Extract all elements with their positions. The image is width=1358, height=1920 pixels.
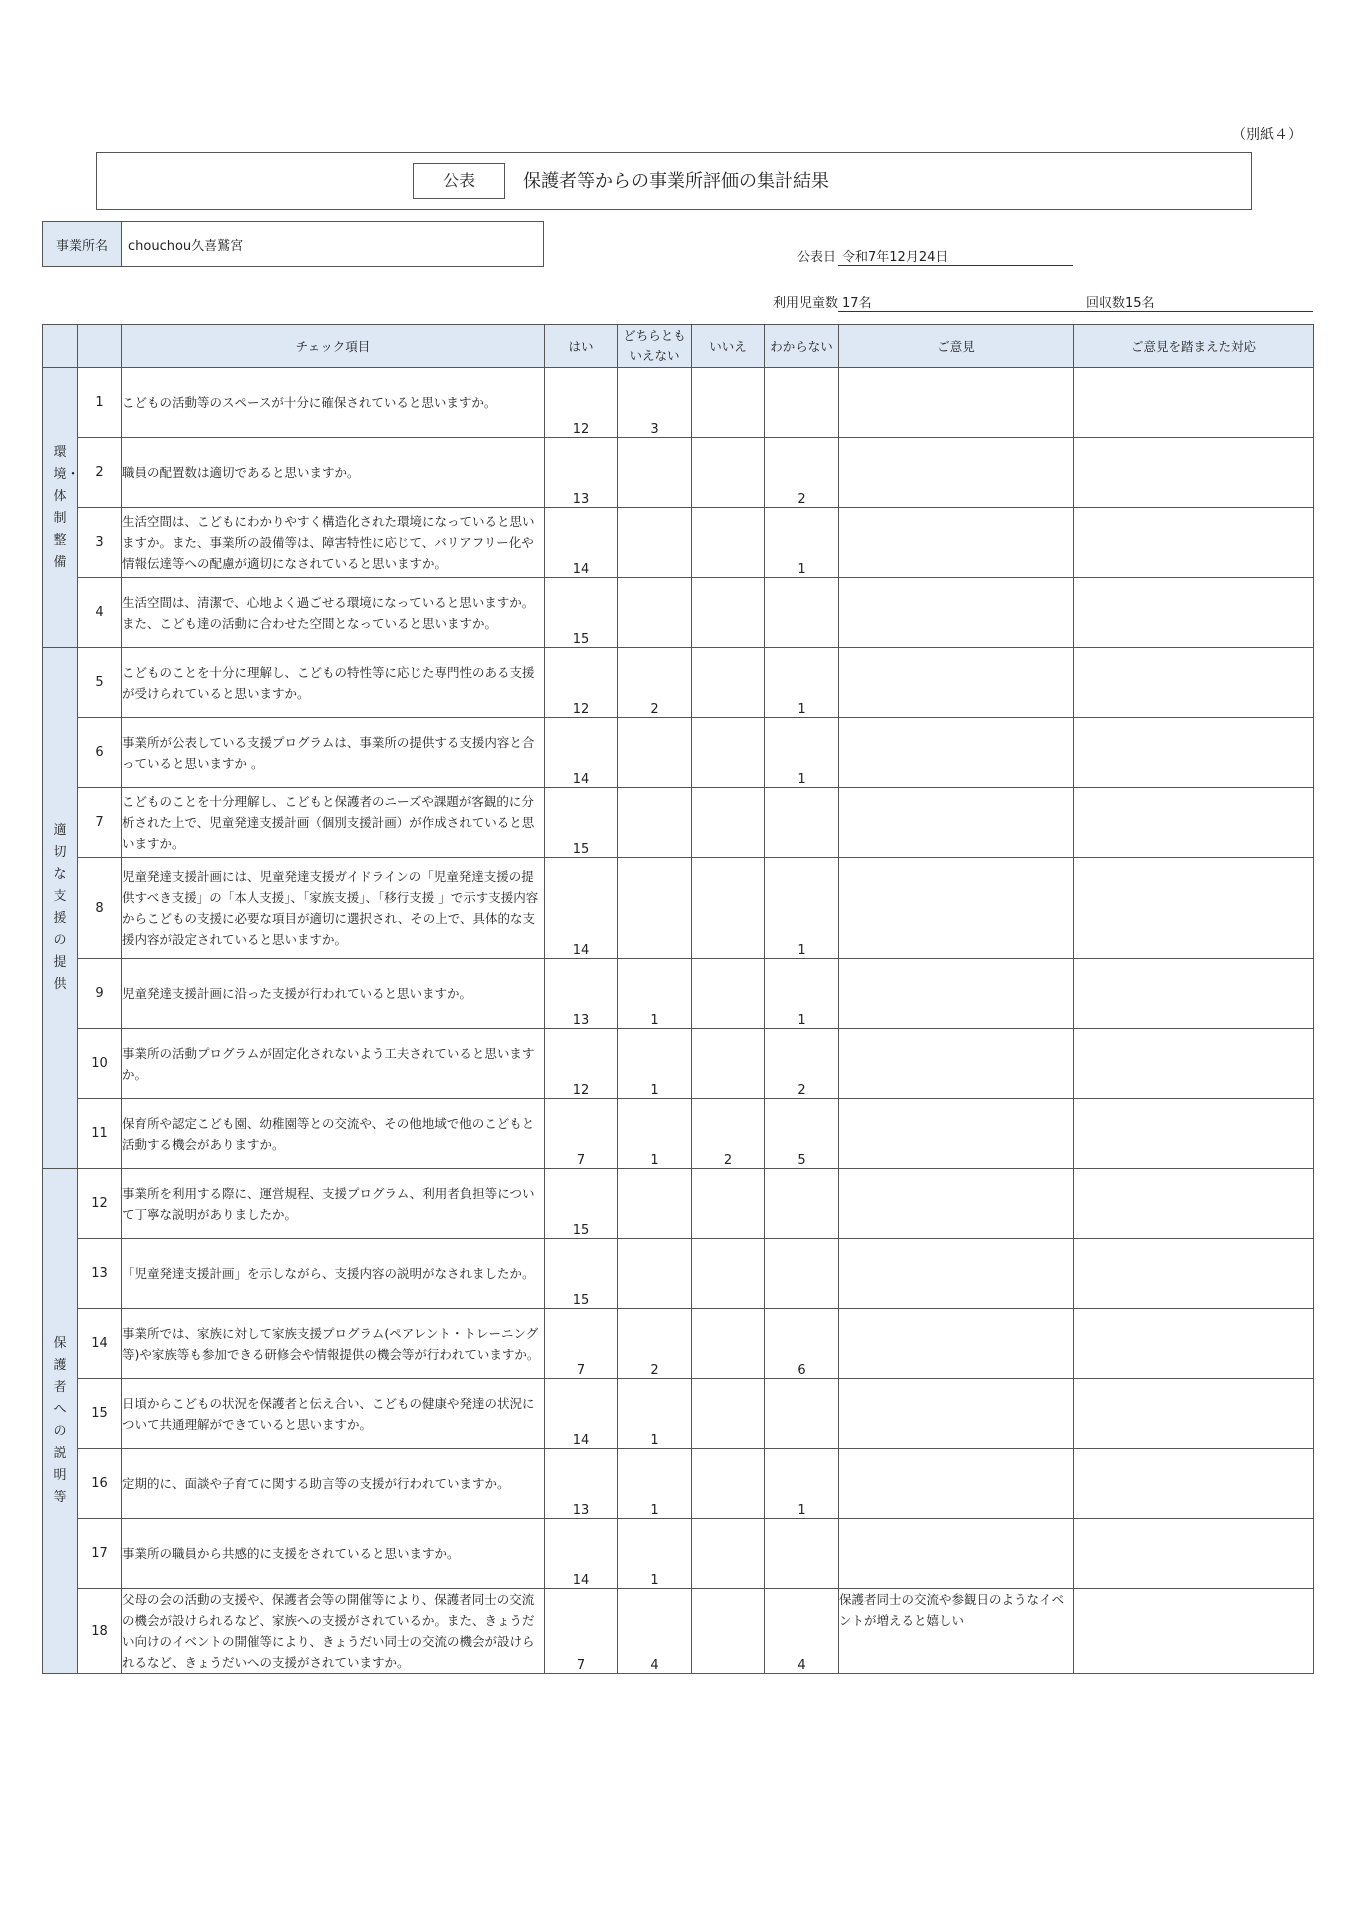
row-number: 10: [78, 1029, 122, 1099]
opinion-cell: [839, 1169, 1074, 1239]
count-unknown: [765, 788, 839, 858]
check-item: 日頃からこどもの状況を保護者と伝え合い、こどもの健康や発達の状況について共通理解ができていると思いますか。: [122, 1379, 545, 1449]
evaluation-table: [42, 324, 1314, 1674]
check-item: 定期的に、面談や子育てに関する助言等の支援が行われていますか。: [122, 1449, 545, 1519]
page-title: 保護者等からの事業所評価の集計結果: [523, 171, 829, 192]
row-number: 6: [78, 718, 122, 788]
count-yes: 13: [545, 1449, 618, 1519]
count-yes: 7: [545, 1099, 618, 1169]
response-cell: [1074, 788, 1314, 858]
count-yes: 15: [545, 1169, 618, 1239]
count-unknown: 1: [765, 648, 839, 718]
count-no: [692, 438, 765, 508]
opinion-cell: [839, 858, 1074, 959]
kohyo-label: 公表: [413, 163, 505, 199]
count-neither: 1: [618, 1449, 692, 1519]
table-row: [43, 1029, 1314, 1099]
count-neither: [618, 788, 692, 858]
row-number: 1: [78, 368, 122, 438]
count-neither: 1: [618, 959, 692, 1029]
count-no: [692, 959, 765, 1029]
count-neither: [618, 718, 692, 788]
count-no: [692, 508, 765, 578]
check-item: 父母の会の活動の支援や、保護者会等の開催等により、保護者同士の交流の機会が設けられるなど、家族への支援がされているか。また、きょうだい向けのイベントの開催等により、きょうだい同士の交流の機会が設けられるなど、きょうだいへの支援がされていますか。: [122, 1589, 545, 1674]
count-neither: 4: [618, 1589, 692, 1674]
count-unknown: [765, 1519, 839, 1589]
count-unknown: 1: [765, 508, 839, 578]
count-yes: 13: [545, 438, 618, 508]
opinion-cell: [839, 1029, 1074, 1099]
office-box: [42, 221, 544, 267]
check-item: 職員の配置数は適切であると思いますか。: [122, 438, 545, 508]
count-unknown: [765, 578, 839, 648]
count-neither: [618, 438, 692, 508]
row-number: 12: [78, 1169, 122, 1239]
response-cell: [1074, 438, 1314, 508]
table-row: [43, 1449, 1314, 1519]
count-unknown: 2: [765, 438, 839, 508]
responses-count: 回収数15名: [1086, 296, 1155, 311]
count-no: 2: [692, 1099, 765, 1169]
table-row: [43, 1379, 1314, 1449]
opinion-cell: [839, 1239, 1074, 1309]
opinion-cell: 保護者同士の交流や参観日のようなイベントが増えると嬉しい: [839, 1589, 1074, 1674]
header-no: いいえ: [692, 325, 765, 368]
row-number: 5: [78, 648, 122, 718]
header-yes: はい: [545, 325, 618, 368]
check-item: こどもの活動等のスペースが十分に確保されていると思いますか。: [122, 368, 545, 438]
count-neither: [618, 858, 692, 959]
response-cell: [1074, 1099, 1314, 1169]
count-neither: 2: [618, 1309, 692, 1379]
row-number: 3: [78, 508, 122, 578]
count-yes: 14: [545, 508, 618, 578]
check-item: 事業所が公表している支援プログラムは、事業所の提供する支援内容と合っていると思いますか 。: [122, 718, 545, 788]
count-yes: 15: [545, 578, 618, 648]
table-row: [43, 788, 1314, 858]
count-yes: 12: [545, 648, 618, 718]
besshi-label: （別紙４）: [1232, 127, 1302, 143]
response-cell: [1074, 368, 1314, 438]
count-neither: 3: [618, 368, 692, 438]
response-cell: [1074, 578, 1314, 648]
publish-label: 公表日: [797, 250, 837, 265]
table-row: [43, 1239, 1314, 1309]
row-number: 13: [78, 1239, 122, 1309]
row-number: 2: [78, 438, 122, 508]
opinion-cell: [839, 438, 1074, 508]
table-row: [43, 508, 1314, 578]
header-opinion: ご意見: [839, 325, 1074, 368]
count-no: [692, 1519, 765, 1589]
opinion-cell: [839, 1379, 1074, 1449]
row-number: 11: [78, 1099, 122, 1169]
check-item: 「児童発達支援計画」を示しながら、支援内容の説明がなされましたか。: [122, 1239, 545, 1309]
count-unknown: [765, 1379, 839, 1449]
count-no: [692, 648, 765, 718]
opinion-cell: [839, 718, 1074, 788]
check-item: 生活空間は、こどもにわかりやすく構造化された環境になっていると思いますか。また、事業所の設備等は、障害特性に応じて、バリアフリー化や情報伝達等への配慮が適切になされていると思いますか。: [122, 508, 545, 578]
publish-underline: [838, 265, 1073, 266]
opinion-cell: [839, 959, 1074, 1029]
count-yes: 15: [545, 1239, 618, 1309]
count-unknown: 5: [765, 1099, 839, 1169]
count-unknown: 1: [765, 858, 839, 959]
header-neither-line1: どちらとも: [623, 328, 686, 343]
response-cell: [1074, 1029, 1314, 1099]
check-item: こどものことを十分に理解し、こどもの特性等に応じた専門性のある支援が受けられていると思いますか。: [122, 648, 545, 718]
table-row: [43, 1099, 1314, 1169]
check-item: 生活空間は、清潔で、心地よく過ごせる環境になっていると思いますか。また、こども達の活動に合わせた空間となっていると思いますか。: [122, 578, 545, 648]
opinion-cell: [839, 508, 1074, 578]
category-label: 適切な支援の提供: [53, 823, 67, 992]
opinion-cell: [839, 368, 1074, 438]
category-cell: [43, 1169, 78, 1674]
count-neither: 1: [618, 1029, 692, 1099]
count-yes: 14: [545, 1379, 618, 1449]
table-row: [43, 1169, 1314, 1239]
count-neither: [618, 1169, 692, 1239]
table-header-row: [43, 325, 1314, 368]
count-unknown: 1: [765, 959, 839, 1029]
row-number: 16: [78, 1449, 122, 1519]
header-number: [78, 325, 122, 368]
count-yes: 14: [545, 858, 618, 959]
response-cell: [1074, 959, 1314, 1029]
children-count: 17名: [842, 296, 872, 311]
count-yes: 14: [545, 718, 618, 788]
table-row: [43, 1519, 1314, 1589]
count-unknown: [765, 1239, 839, 1309]
count-unknown: 4: [765, 1589, 839, 1674]
count-yes: 13: [545, 959, 618, 1029]
check-item: こどものことを十分理解し、こどもと保護者のニーズや課題が客観的に分析された上で、児童発達支援計画（個別支援計画）が作成されていると思いますか。: [122, 788, 545, 858]
row-number: 4: [78, 578, 122, 648]
count-neither: [618, 578, 692, 648]
check-item: 事業所の活動プログラムが固定化されないよう工夫されていると思いますか。: [122, 1029, 545, 1099]
table-row: [43, 718, 1314, 788]
count-neither: [618, 1239, 692, 1309]
response-cell: [1074, 1239, 1314, 1309]
count-unknown: [765, 1169, 839, 1239]
count-neither: 1: [618, 1099, 692, 1169]
response-cell: [1074, 1379, 1314, 1449]
response-cell: [1074, 648, 1314, 718]
title-box: [96, 152, 1252, 210]
count-unknown: [765, 368, 839, 438]
table-row: [43, 959, 1314, 1029]
count-unknown: 6: [765, 1309, 839, 1379]
count-neither: [618, 508, 692, 578]
count-yes: 12: [545, 368, 618, 438]
response-cell: [1074, 1449, 1314, 1519]
count-no: [692, 1169, 765, 1239]
table-body: [43, 368, 1314, 1674]
table-row: [43, 648, 1314, 718]
check-item: 事業所を利用する際に、運営規程、支援プログラム、利用者負担等について丁寧な説明がありましたか。: [122, 1169, 545, 1239]
publish-date: 令和7年12月24日: [842, 250, 949, 265]
count-no: [692, 1379, 765, 1449]
header-neither-line2: いえない: [629, 348, 680, 363]
count-yes: 12: [545, 1029, 618, 1099]
count-unknown: 2: [765, 1029, 839, 1099]
count-no: [692, 368, 765, 438]
count-no: [692, 718, 765, 788]
count-no: [692, 1239, 765, 1309]
children-underline: [838, 311, 1313, 312]
response-cell: [1074, 1519, 1314, 1589]
count-yes: 7: [545, 1309, 618, 1379]
count-unknown: 1: [765, 1449, 839, 1519]
category-label: 保護者への説明等: [53, 1336, 67, 1505]
count-no: [692, 788, 765, 858]
count-no: [692, 578, 765, 648]
header-unknown: わからない: [765, 325, 839, 368]
row-number: 15: [78, 1379, 122, 1449]
header-category: [43, 325, 78, 368]
table-row: [43, 1589, 1314, 1674]
row-number: 14: [78, 1309, 122, 1379]
count-yes: 15: [545, 788, 618, 858]
count-no: [692, 1029, 765, 1099]
response-cell: [1074, 858, 1314, 959]
table-row: [43, 858, 1314, 959]
opinion-cell: [839, 1309, 1074, 1379]
count-yes: 7: [545, 1589, 618, 1674]
opinion-cell: [839, 648, 1074, 718]
opinion-cell: [839, 1519, 1074, 1589]
count-no: [692, 858, 765, 959]
opinion-cell: [839, 578, 1074, 648]
response-cell: [1074, 1169, 1314, 1239]
opinion-cell: [839, 788, 1074, 858]
table-row: [43, 1309, 1314, 1379]
check-item: 事業所の職員から共感的に支援をされていると思いますか。: [122, 1519, 545, 1589]
category-cell: [43, 368, 78, 648]
row-number: 7: [78, 788, 122, 858]
count-no: [692, 1589, 765, 1674]
header-item: チェック項目: [122, 325, 545, 368]
row-number: 17: [78, 1519, 122, 1589]
response-cell: [1074, 1589, 1314, 1674]
row-number: 9: [78, 959, 122, 1029]
row-number: 8: [78, 858, 122, 959]
check-item: 児童発達支援計画に沿った支援が行われていると思いますか。: [122, 959, 545, 1029]
office-label: 事業所名: [43, 222, 122, 266]
table-row: [43, 368, 1314, 438]
table-row: [43, 438, 1314, 508]
response-cell: [1074, 508, 1314, 578]
count-neither: 1: [618, 1519, 692, 1589]
opinion-cell: [839, 1099, 1074, 1169]
count-yes: 14: [545, 1519, 618, 1589]
response-cell: [1074, 718, 1314, 788]
children-label: 利用児童数: [773, 296, 839, 311]
check-item: 事業所では、家族に対して家族支援プログラム(ペアレント・トレーニング等)や家族等も参加できる研修会や情報提供の機会等が行われていますか。: [122, 1309, 545, 1379]
count-neither: 1: [618, 1379, 692, 1449]
category-cell: [43, 648, 78, 1169]
check-item: 児童発達支援計画には、児童発達支援ガイドラインの「児童発達支援の提供すべき支援」の「本人支援」、「家族支援」、「移行支援 」で示す支援内容からこどもの支援に必要な項目が適切に選択され、その上で、具体的な支援内容が設定されていると思いますか。: [122, 858, 545, 959]
office-name: chouchou久喜鷲宮: [128, 238, 244, 254]
category-label: 環境・体制整備: [53, 444, 80, 570]
count-unknown: 1: [765, 718, 839, 788]
opinion-cell: [839, 1449, 1074, 1519]
row-number: 18: [78, 1589, 122, 1674]
count-no: [692, 1309, 765, 1379]
check-item: 保育所や認定こども園、幼稚園等との交流や、その他地域で他のこどもと活動する機会がありますか。: [122, 1099, 545, 1169]
header-response: ご意見を踏まえた対応: [1074, 325, 1314, 368]
table-row: [43, 578, 1314, 648]
count-no: [692, 1449, 765, 1519]
header-neither: [618, 325, 692, 368]
response-cell: [1074, 1309, 1314, 1379]
count-neither: 2: [618, 648, 692, 718]
